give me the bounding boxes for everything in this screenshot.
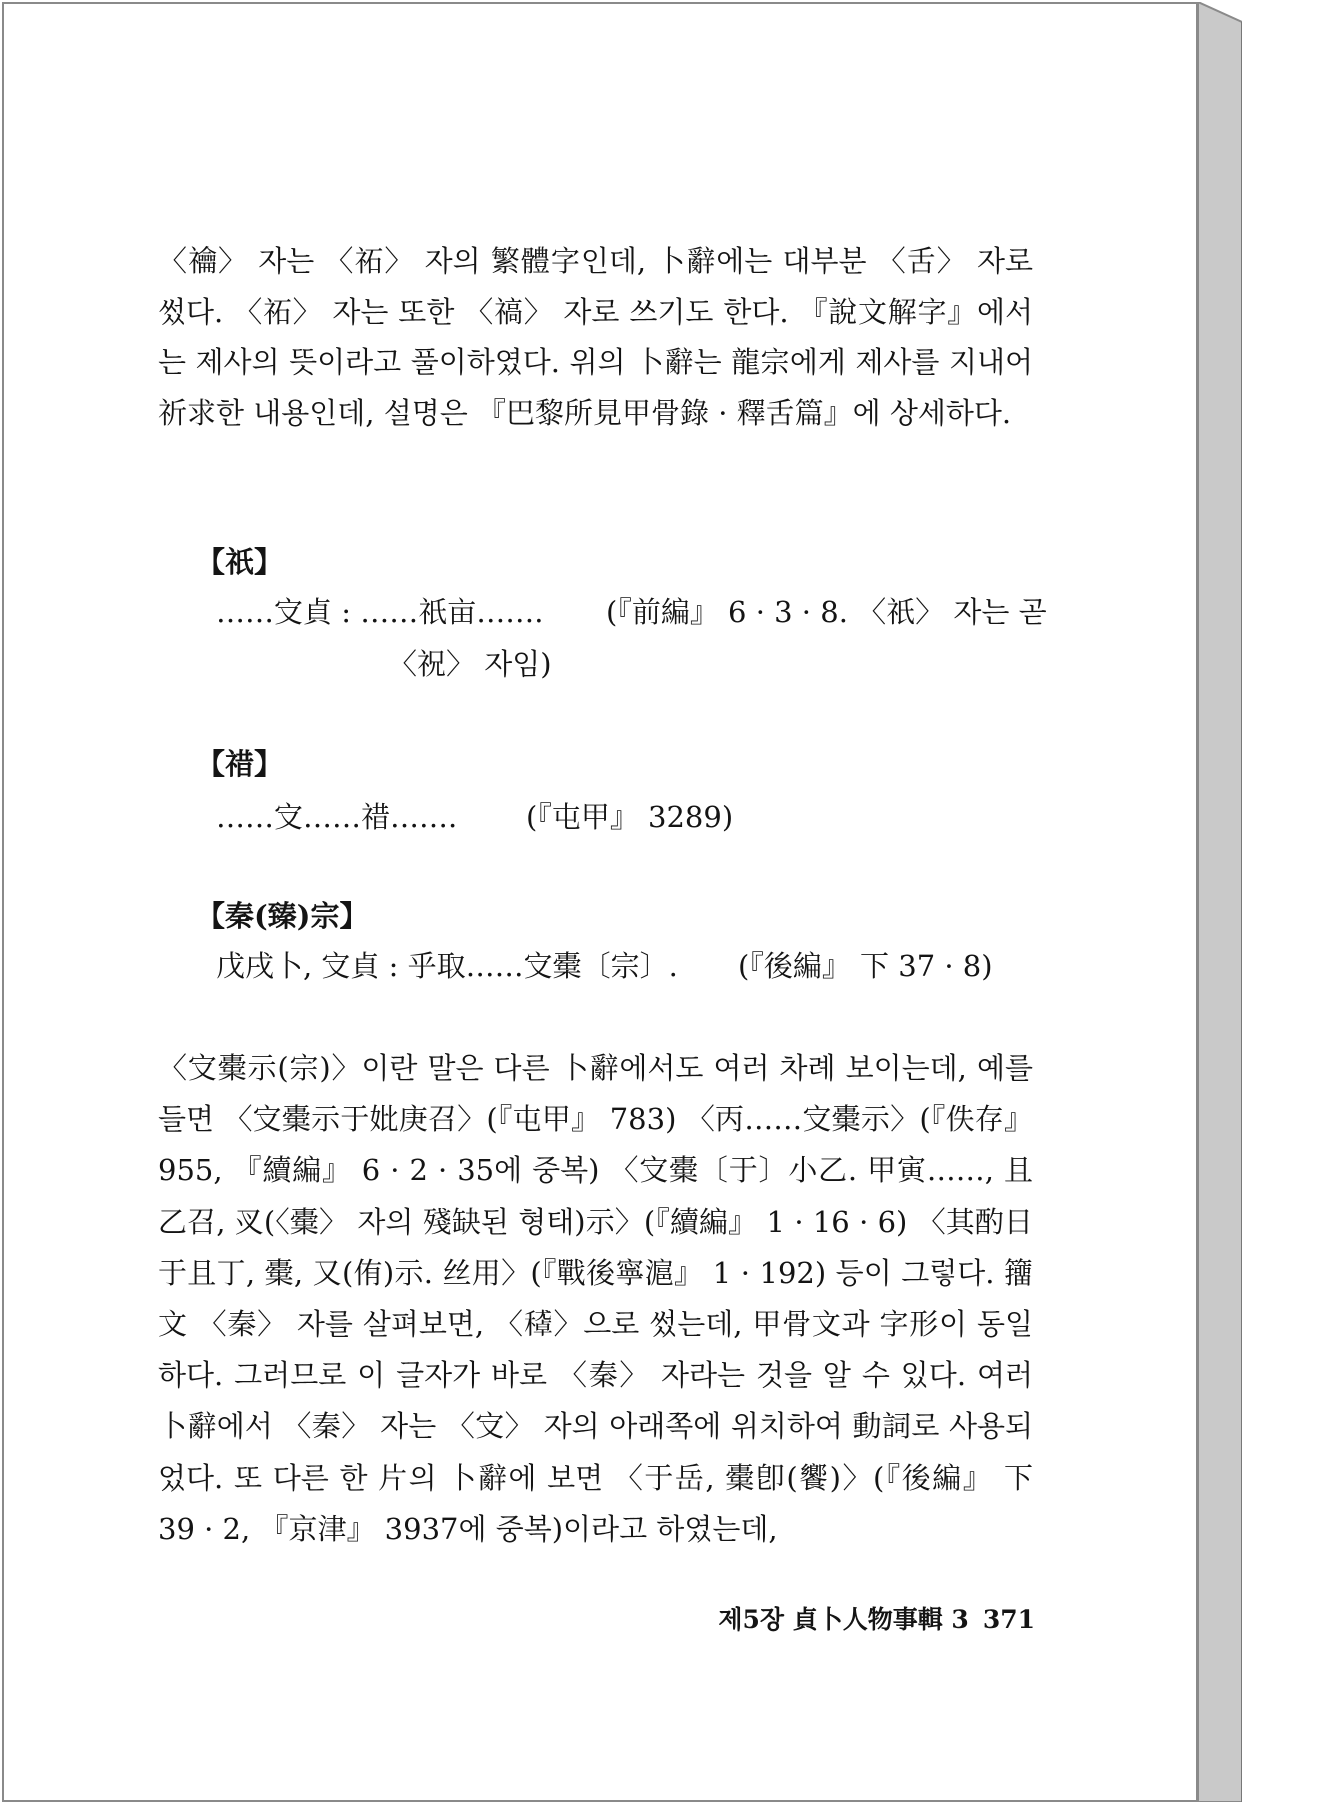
running-head: 제5장 貞卜人物事輯 3 <box>718 1605 969 1634</box>
entry-3-inscription: 戊戌卜, 㝊貞 : 乎取……㝊㯱〔宗〕. <box>216 949 678 983</box>
page-footer <box>690 1602 1035 1638</box>
entry-3-citation: (『後編』 下 37 · 8) <box>738 949 993 983</box>
entry-2-inscription: ……㝊……䄍……. <box>216 800 458 834</box>
entry-3-heading: 【秦(臻)宗】 <box>196 899 369 933</box>
entry-2-heading: 【䄍】 <box>196 747 284 781</box>
entry-1-citation: (『前編』 6 · 3 · 8. 〈祇〉 자는 곧 <box>606 595 1047 629</box>
entry-1-inscription: ……㝊貞 : ……祇亩……. <box>216 595 544 629</box>
paragraph-2: 〈㝊㯱示(宗)〉이란 말은 다른 卜辭에서도 여러 차례 보이는데, 예를 들면 〈㝊㯱示于妣庚召〉(『屯甲』 783) 〈丙……㝊㯱示〉(『佚存』 955, 『續編』 6 · 2 · 35에 중복) 〈㝊㯱〔于〕小乙. 甲寅……, 且乙召, 㕚(〈㯱〉 자의 殘缺된 형태)示〉(『續編』 1 · 16 · 6) 〈其酌日于且丁, 㯱, 又(侑)示. 丝用〉(『戰後寧滬』 1 · 192) 등이 그렇다. 籒文 〈秦〉 자를 살펴보면, 〈𥢔〉으로 썼는데, 甲骨文과 字形이 동일하다. 그러므로 이 글자가 바로 〈秦〉 자라는 것을 알 수 있다. 여러 卜辭에서 〈秦〉 자는 〈㝊〉 자의 아래쪽에 위치하여 動詞로 사용되었다. 또 다른 한 片의 卜辭에 보면 〈于岳, 㯱卽(饗)〉(『後編』 下 39 · 2, 『京津』 3937에 중복)이라고 하였는데, <box>158 1051 1033 1546</box>
page-edge-3d <box>1198 2 1242 1802</box>
page-number: 371 <box>982 1605 1035 1634</box>
entry-1-heading: 【祇】 <box>196 545 284 579</box>
paragraph-1: 〈禴〉 자는 〈祏〉 자의 繁體字인데, 卜辭에는 대부분 〈舌〉 자로 썼다. 〈祏〉 자는 또한 〈禞〉 자로 쓰기도 한다. 『說文解字』에서는 제사의 뜻이라고 풀이하였다. 위의 卜辭는 龍宗에게 제사를 지내어 祈求한 내용인데, 설명은 『巴黎所見甲骨錄 · 釋舌篇』에 상세하다. <box>158 244 1033 430</box>
entry-1-citation-continued: 〈祝〉 자임) <box>388 647 552 681</box>
entry-2-citation: (『屯甲』 3289) <box>526 800 734 834</box>
